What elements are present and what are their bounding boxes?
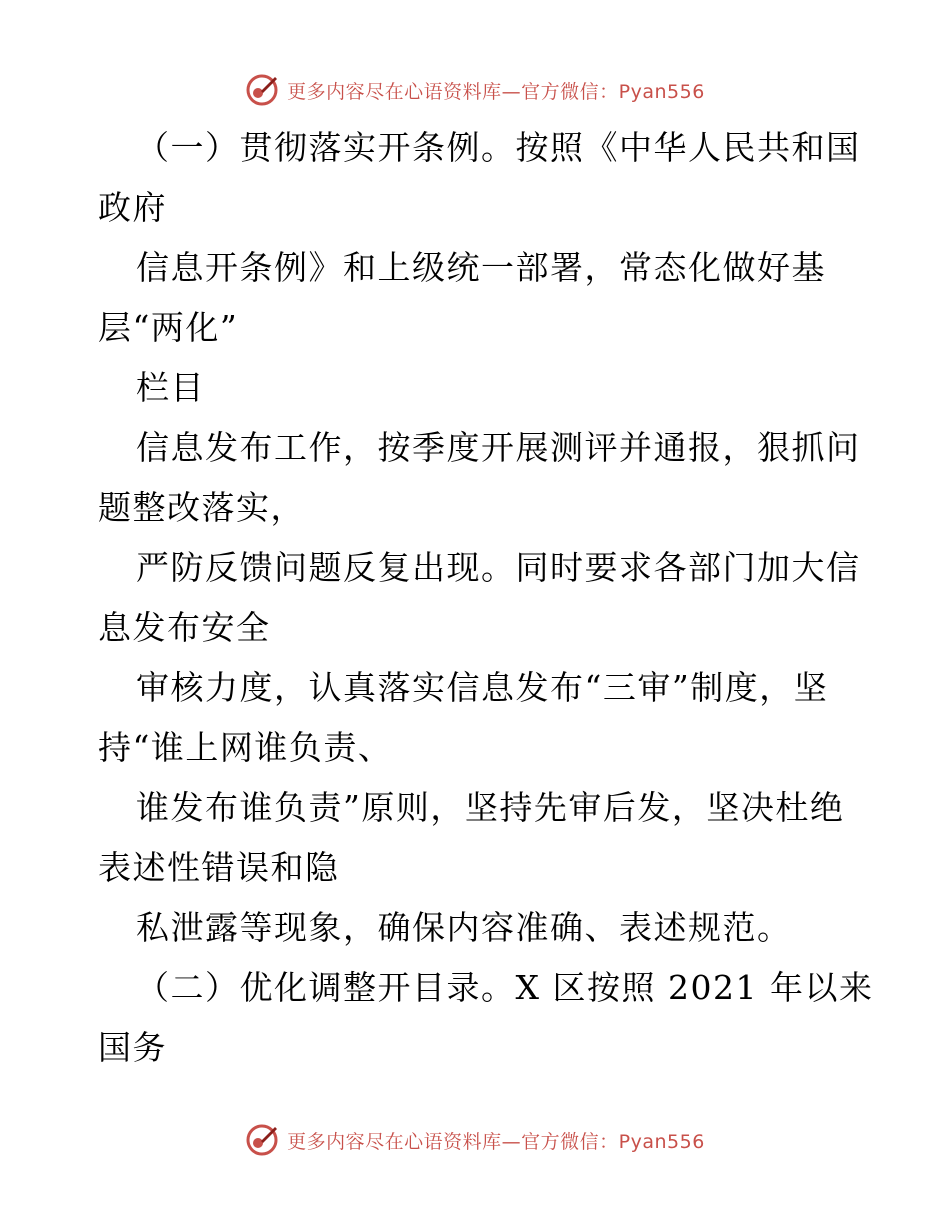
document-line: 谁发布谁负责”原则，坚持先审后发，坚决杜绝: [136, 788, 845, 827]
footer-watermark-banner: [0, 1120, 950, 1160]
watermark-text: 更多内容尽在心语资料库—官方微信：Pyan556: [287, 80, 705, 103]
document-line: 栏目: [136, 368, 205, 407]
document-line: 表述性错误和隐: [98, 848, 340, 887]
document-line: 国务: [98, 1028, 167, 1067]
document-line: 层“两化”: [98, 308, 239, 347]
brand-logo-icon: [245, 73, 279, 107]
document-line: 信息开条例》和上级统一部署，常态化做好基: [136, 248, 826, 287]
document-line: 审核力度，认真落实信息发布“三审”制度，坚: [136, 668, 829, 707]
brand-logo-icon: [245, 1123, 279, 1157]
document-line: （一）贯彻落实开条例。按照《中华人民共和国: [136, 128, 861, 167]
document-line: 息发布安全: [98, 608, 271, 647]
document-line: （二）优化调整开目录。X 区按照 2021 年以来: [136, 968, 874, 1007]
header-watermark-banner: [0, 70, 950, 110]
document-line: 政府: [98, 188, 167, 227]
document-line: 持“谁上网谁负责、: [98, 728, 393, 767]
document-line: 题整改落实，: [98, 488, 305, 527]
document-body: [98, 118, 874, 1078]
watermark-text: 更多内容尽在心语资料库—官方微信：Pyan556: [287, 1130, 705, 1153]
document-line: 严防反馈问题反复出现。同时要求各部门加大信: [136, 548, 861, 587]
document-line: 信息发布工作，按季度开展测评并通报，狠抓问: [136, 428, 861, 467]
document-line: 私泄露等现象，确保内容准确、表述规范。: [136, 908, 792, 947]
